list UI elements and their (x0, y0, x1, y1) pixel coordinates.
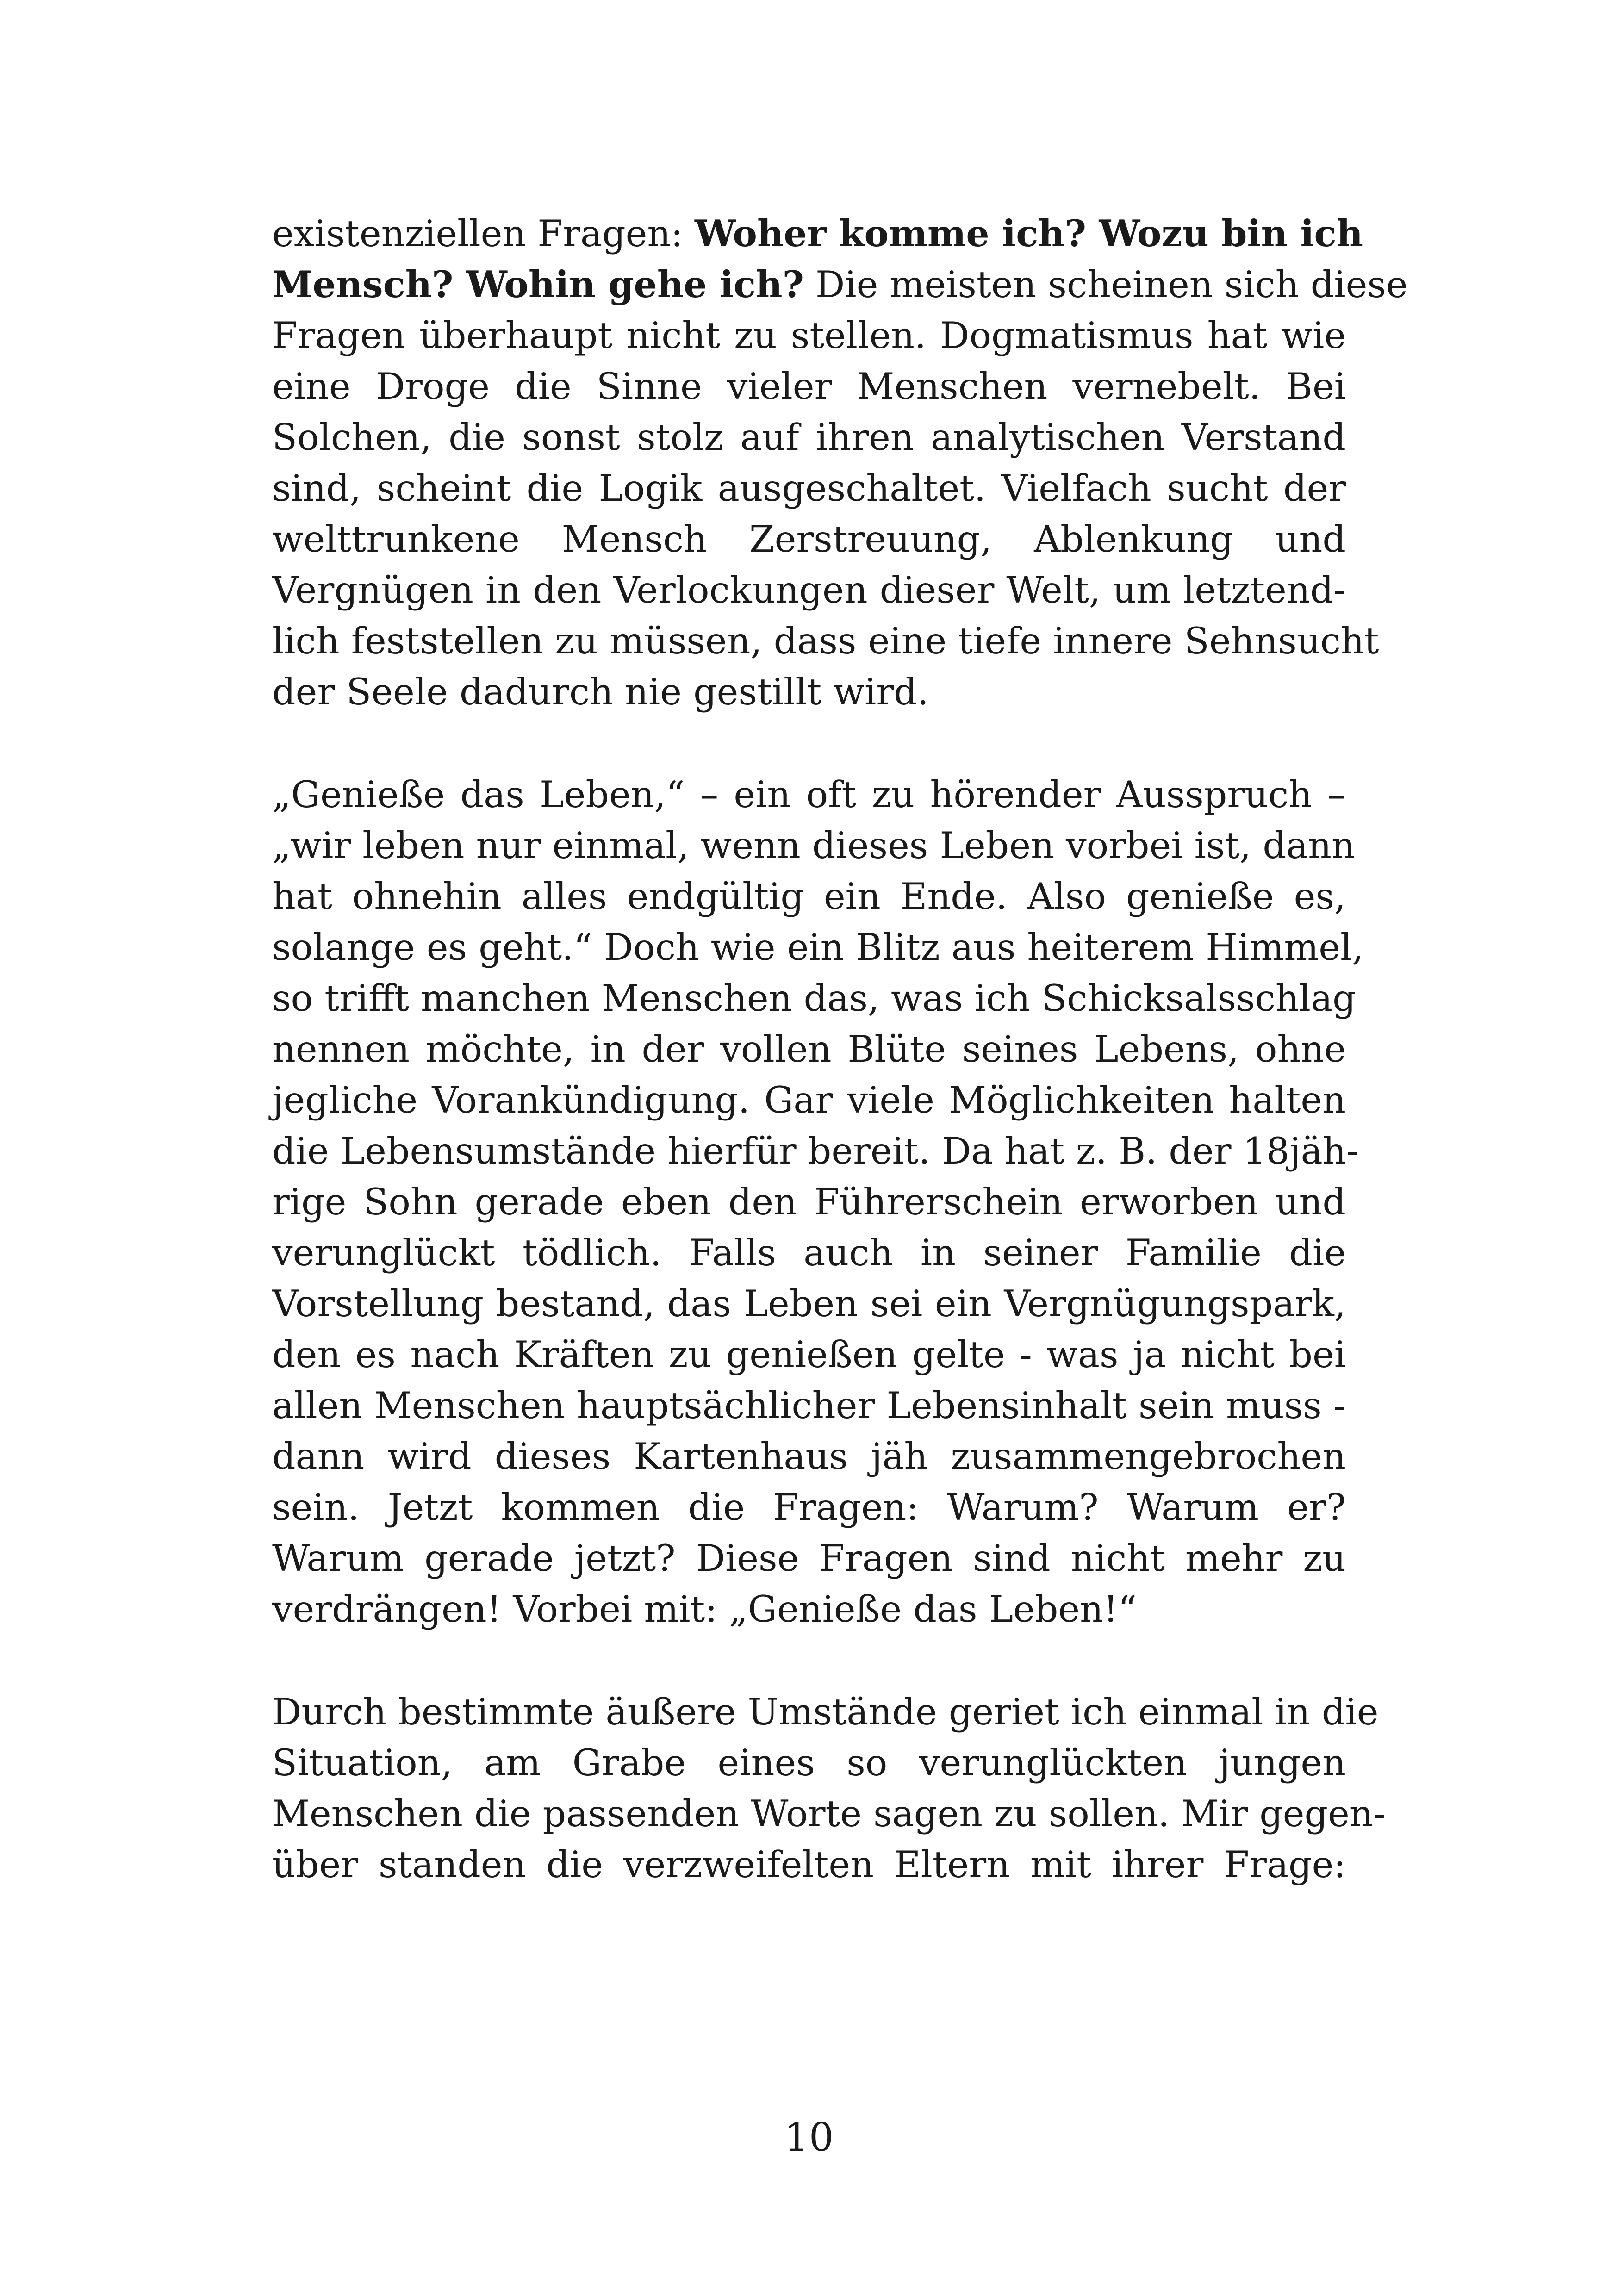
text-line: Solchen, die sonst stolz auf ihren analytischen Verstand (272, 416, 1346, 459)
paragraph-2 (272, 769, 1364, 1635)
text-line: allen Menschen hauptsächlicher Lebensinhalt sein muss - (272, 1384, 1346, 1427)
text-line: der Seele dadurch nie gestillt wird. (272, 671, 929, 713)
text-line: über standen die verzweifelten Eltern mit ihrer Frage: (272, 1843, 1346, 1886)
page-number: 10 (784, 2115, 834, 2160)
text-line: Vorstellung bestand, das Leben sei ein Vergnügungspark, (272, 1282, 1346, 1325)
text-line: verunglückt tödlich. Falls auch in seiner Familie die (272, 1232, 1346, 1274)
text-line: jegliche Vorankündigung. Gar viele Möglichkeiten halten (272, 1079, 1346, 1121)
text-line: Situation, am Grabe eines so verunglückten jungen (272, 1742, 1346, 1784)
text-line: solange es geht.“ Doch wie ein Blitz aus heiterem Himmel, (272, 926, 1364, 969)
text-line: Warum gerade jetzt? Diese Fragen sind nicht mehr zu (272, 1537, 1346, 1580)
text-line: nennen möchte, in der vollen Blüte seines Lebens, ohne (272, 1028, 1346, 1070)
text-line: sind, scheint die Logik ausgeschaltet. Vielfach sucht der (272, 467, 1346, 510)
text-line: „wir leben nur einmal, wenn dieses Leben vorbei ist, dann (272, 824, 1355, 867)
paragraph-1 (272, 208, 1408, 717)
text-line: eine Droge die Sinne vieler Menschen vernebelt. Bei (272, 365, 1346, 408)
text-line: Menschen die passenden Worte sagen zu sollen. Mir gegen- (272, 1792, 1386, 1835)
text-line: rige Sohn gerade eben den Führerschein erworben und (272, 1181, 1346, 1223)
text-line: hat ohnehin alles endgültig ein Ende. Also genieße es, (272, 875, 1346, 918)
text-line: Vergnügen in den Verlockungen dieser Welt, um letztend- (272, 569, 1346, 611)
text-line: verdrängen! Vorbei mit: „Genieße das Leben!“ (272, 1588, 1137, 1630)
text-line: welttrunkene Mensch Zerstreuung, Ablenkung und (272, 518, 1346, 560)
text-line: „Genieße das Leben,“ – ein oft zu hörender Ausspruch – (272, 773, 1346, 816)
page-body (272, 208, 1408, 1890)
text-line: existenziellen Fragen: Woher komme ich? Wozu bin ich (272, 212, 1363, 255)
text-line: Mensch? Wohin gehe ich? Die meisten scheinen sich diese (272, 263, 1408, 306)
text-line: den es nach Kräften zu genießen gelte - was ja nicht bei (272, 1333, 1346, 1376)
text-line: dann wird dieses Kartenhaus jäh zusammengebrochen (272, 1435, 1346, 1478)
text-line: so trifft manchen Menschen das, was ich Schicksalsschlag (272, 977, 1356, 1020)
text-line: sein. Jetzt kommen die Fragen: Warum? Warum er? (272, 1486, 1346, 1529)
text-line: Fragen überhaupt nicht zu stellen. Dogmatismus hat wie (272, 314, 1346, 357)
text-line: lich feststellen zu müssen, dass eine tiefe innere Sehnsucht (272, 620, 1379, 662)
paragraph-3 (272, 1686, 1386, 1890)
text-line: Durch bestimmte äußere Umstände geriet ich einmal in die (272, 1691, 1379, 1733)
text-line: die Lebensumstände hierfür bereit. Da hat z. B. der 18jäh- (272, 1130, 1359, 1172)
